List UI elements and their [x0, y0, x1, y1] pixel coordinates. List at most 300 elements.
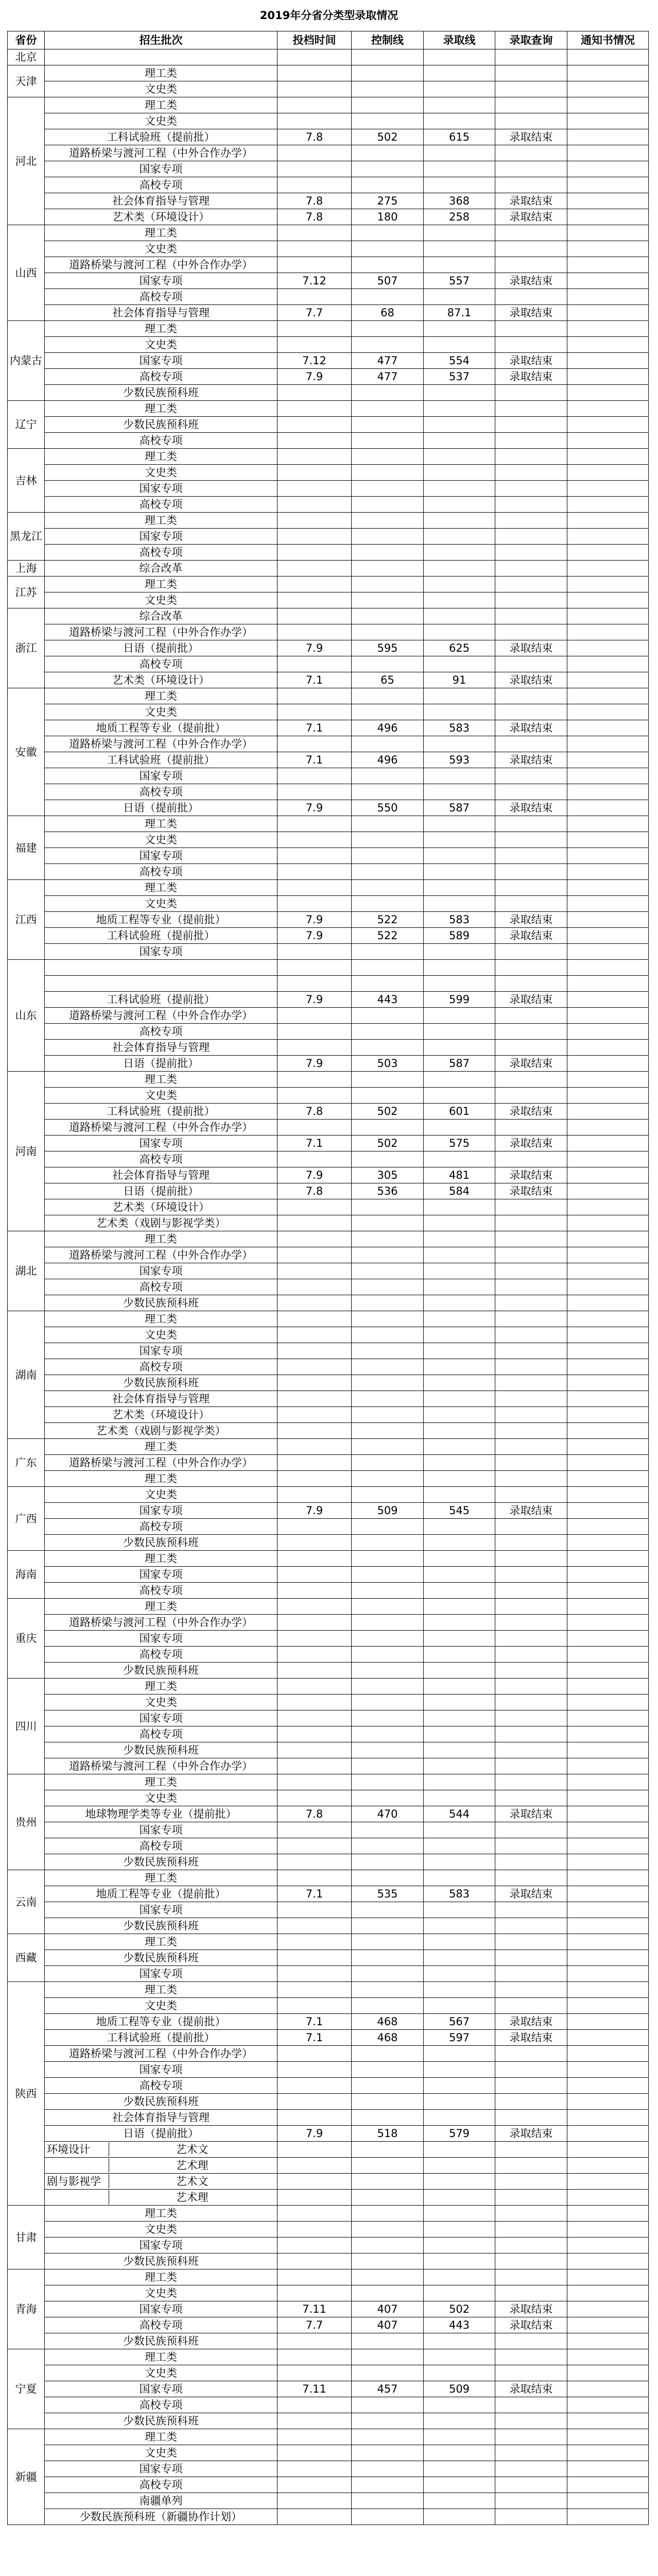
- control-cell: 522: [352, 928, 424, 944]
- query-cell: [495, 1519, 567, 1535]
- notice-cell: [567, 2493, 649, 2509]
- batch-cell: 文史类: [45, 2222, 278, 2238]
- control-cell: [352, 2062, 424, 2078]
- table-row: [8, 1247, 649, 1263]
- batch-cell: 日语（提前批）: [45, 1056, 278, 1072]
- batch-cell: 文史类: [45, 81, 278, 97]
- control-cell: 536: [352, 1183, 424, 1199]
- query-cell: [495, 624, 567, 640]
- time-cell: [278, 1950, 352, 1966]
- time-cell: [278, 1151, 352, 1167]
- time-cell: [278, 1455, 352, 1471]
- query-cell: [495, 1151, 567, 1167]
- table-row: [8, 1679, 649, 1694]
- table-row: [8, 688, 649, 704]
- notice-cell: [567, 960, 649, 976]
- table-row: [8, 2429, 649, 2445]
- notice-cell: [567, 465, 649, 481]
- notice-cell: [567, 1742, 649, 1758]
- notice-cell: [567, 257, 649, 273]
- batch-cell: 国家专项: [45, 1567, 278, 1583]
- score-cell: [424, 289, 495, 305]
- batch-cell: 高校专项: [45, 289, 278, 305]
- batch-cell: 理工类: [45, 1072, 278, 1088]
- notice-cell: [567, 1694, 649, 1710]
- score-cell: [424, 1599, 495, 1615]
- query-cell: [495, 1551, 567, 1567]
- control-cell: [352, 2222, 424, 2238]
- score-cell: 597: [424, 2030, 495, 2046]
- table-row: [8, 1439, 649, 1455]
- score-cell: 593: [424, 752, 495, 768]
- score-cell: [424, 1231, 495, 1247]
- admission-table: [7, 31, 649, 2525]
- table-row: [8, 209, 649, 225]
- batch-cell: 道路桥梁与渡河工程（中外合作办学）: [45, 2046, 278, 2062]
- query-cell: [495, 880, 567, 896]
- table-row: [8, 289, 649, 305]
- time-cell: [278, 401, 352, 417]
- table-row: [8, 321, 649, 337]
- score-cell: [424, 1966, 495, 1982]
- batch-cell: 综合改革: [45, 608, 278, 624]
- query-cell: [495, 768, 567, 784]
- query-cell: [495, 1359, 567, 1375]
- control-cell: [352, 1551, 424, 1567]
- query-cell: [495, 2158, 567, 2174]
- query-cell: [495, 688, 567, 704]
- notice-cell: [567, 800, 649, 816]
- query-cell: [495, 1072, 567, 1088]
- control-cell: [352, 1679, 424, 1694]
- notice-cell: [567, 49, 649, 65]
- control-cell: [352, 1008, 424, 1024]
- time-cell: [278, 896, 352, 912]
- batch-cell: 文史类: [45, 2365, 278, 2381]
- table-row: [8, 960, 649, 976]
- score-cell: 599: [424, 992, 495, 1008]
- notice-cell: [567, 481, 649, 497]
- control-cell: [352, 241, 424, 257]
- score-cell: [424, 1519, 495, 1535]
- score-cell: [424, 2349, 495, 2365]
- query-cell: [495, 2349, 567, 2365]
- table-row: [8, 1663, 649, 1679]
- control-cell: [352, 896, 424, 912]
- notice-cell: [567, 513, 649, 529]
- control-cell: [352, 385, 424, 401]
- batch-split: [47, 2158, 275, 2173]
- batch-cell: 国家专项: [45, 273, 278, 289]
- time-cell: [278, 1982, 352, 1998]
- table-row: [8, 2222, 649, 2238]
- notice-cell: [567, 1982, 649, 1998]
- batch-cell: 少数民族预科班: [45, 2094, 278, 2110]
- control-cell: 470: [352, 1806, 424, 1822]
- table-row: [8, 1375, 649, 1391]
- query-cell: [495, 2046, 567, 2062]
- notice-cell: [567, 1998, 649, 2014]
- time-cell: 7.8: [278, 129, 352, 145]
- table-row: [8, 1918, 649, 1934]
- table-row: [8, 1519, 649, 1535]
- batch-cell: 国家专项: [45, 481, 278, 497]
- notice-cell: [567, 1263, 649, 1279]
- control-cell: [352, 1758, 424, 1774]
- table-row: [8, 2110, 649, 2126]
- batch-cell: 少数民族预科班: [45, 385, 278, 401]
- time-cell: [278, 2078, 352, 2094]
- batch-cell: 少数民族预科班: [45, 1375, 278, 1391]
- control-cell: 550: [352, 800, 424, 816]
- query-cell: [495, 513, 567, 529]
- time-cell: 7.8: [278, 193, 352, 209]
- score-cell: 579: [424, 2126, 495, 2142]
- score-cell: [424, 1487, 495, 1503]
- time-cell: [278, 2493, 352, 2509]
- time-cell: [278, 1726, 352, 1742]
- header-query: 录取查询: [495, 31, 567, 49]
- control-cell: [352, 2285, 424, 2301]
- notice-cell: [567, 1535, 649, 1551]
- time-cell: [278, 513, 352, 529]
- batch-cell: 文史类: [45, 832, 278, 848]
- score-cell: [424, 1311, 495, 1327]
- score-cell: [424, 1567, 495, 1583]
- time-cell: [278, 289, 352, 305]
- score-cell: [424, 2413, 495, 2429]
- time-cell: 7.9: [278, 1503, 352, 1519]
- page-title: 2019年分省分类型录取情况: [259, 9, 399, 22]
- batch-cell: 工科试验班（提前批）: [45, 928, 278, 944]
- notice-cell: [567, 1136, 649, 1151]
- notice-cell: [567, 1231, 649, 1247]
- score-cell: [424, 2365, 495, 2381]
- table-row: [8, 736, 649, 752]
- query-cell: 录取结束: [495, 2126, 567, 2142]
- query-cell: 录取结束: [495, 369, 567, 385]
- batch-cell: 理工类: [45, 1679, 278, 1694]
- batch-cell: 文史类: [45, 1088, 278, 1104]
- batch-cell: 国家专项: [45, 2062, 278, 2078]
- control-cell: [352, 2333, 424, 2349]
- table-row: [8, 1391, 649, 1407]
- notice-cell: [567, 273, 649, 289]
- time-cell: [278, 257, 352, 273]
- header-notice: 通知书情况: [567, 31, 649, 49]
- table-row: [8, 2461, 649, 2477]
- notice-cell: [567, 1822, 649, 1838]
- time-cell: [278, 1247, 352, 1263]
- control-cell: 468: [352, 2030, 424, 2046]
- control-cell: [352, 161, 424, 177]
- query-cell: [495, 1966, 567, 1982]
- table-row: [8, 2014, 649, 2030]
- query-cell: [495, 321, 567, 337]
- score-cell: [424, 880, 495, 896]
- query-cell: [495, 1870, 567, 1886]
- notice-cell: [567, 976, 649, 992]
- query-cell: 录取结束: [495, 2030, 567, 2046]
- time-cell: [278, 768, 352, 784]
- query-cell: [495, 1599, 567, 1615]
- control-cell: 502: [352, 1136, 424, 1151]
- header-batch: 招生批次: [45, 31, 278, 49]
- time-cell: [278, 1024, 352, 1040]
- notice-cell: [567, 1726, 649, 1742]
- score-cell: [424, 561, 495, 577]
- batch-cell: 文史类: [45, 896, 278, 912]
- query-cell: [495, 2365, 567, 2381]
- batch-cell: 国家专项: [45, 161, 278, 177]
- table-row: [8, 1024, 649, 1040]
- table-row: [8, 2206, 649, 2222]
- notice-cell: [567, 1519, 649, 1535]
- header-province: 省份: [8, 31, 45, 49]
- table-row: [8, 241, 649, 257]
- group-label: [47, 2158, 109, 2173]
- query-cell: [495, 1295, 567, 1311]
- score-cell: [424, 624, 495, 640]
- query-cell: 录取结束: [495, 1503, 567, 1519]
- table-row: [8, 2477, 649, 2493]
- batch-cell: 理工类: [45, 1982, 278, 1998]
- table-row: [8, 2174, 649, 2190]
- score-cell: [424, 832, 495, 848]
- table-row: [8, 1231, 649, 1247]
- notice-cell: [567, 1247, 649, 1263]
- time-cell: 7.1: [278, 1136, 352, 1151]
- batch-cell: 日语（提前批）: [45, 800, 278, 816]
- table-row: [8, 848, 649, 864]
- batch-cell: 日语（提前批）: [45, 640, 278, 656]
- query-cell: [495, 608, 567, 624]
- control-cell: [352, 1375, 424, 1391]
- table-row: [8, 2078, 649, 2094]
- province-cell: 甘肃: [8, 2206, 45, 2269]
- notice-cell: [567, 880, 649, 896]
- notice-cell: [567, 1072, 649, 1088]
- control-cell: [352, 2445, 424, 2461]
- control-cell: [352, 1487, 424, 1503]
- table-row: [8, 2190, 649, 2206]
- batch-cell: 国家专项: [45, 848, 278, 864]
- table-row: [8, 1758, 649, 1774]
- time-cell: [278, 864, 352, 880]
- notice-cell: [567, 2046, 649, 2062]
- table-row: [8, 161, 649, 177]
- time-cell: [278, 1870, 352, 1886]
- table-row: [8, 1295, 649, 1311]
- table-row: [8, 401, 649, 417]
- province-cell: 吉林: [8, 449, 45, 513]
- table-row: [8, 1423, 649, 1439]
- notice-cell: [567, 2030, 649, 2046]
- table-row: [8, 1998, 649, 2014]
- batch-cell: 国家专项: [45, 1136, 278, 1151]
- batch-cell: 国家专项: [45, 1966, 278, 1982]
- notice-cell: [567, 1104, 649, 1120]
- score-cell: [424, 1215, 495, 1231]
- time-cell: [278, 2238, 352, 2253]
- notice-cell: [567, 640, 649, 656]
- score-cell: [424, 401, 495, 417]
- table-row: [8, 2269, 649, 2285]
- batch-cell: 国家专项: [45, 1503, 278, 1519]
- table-row: [8, 545, 649, 561]
- table-row: [8, 1343, 649, 1359]
- batch-cell: 工科试验班（提前批）: [45, 2030, 278, 2046]
- time-cell: 7.9: [278, 992, 352, 1008]
- time-cell: [278, 1663, 352, 1679]
- notice-cell: [567, 848, 649, 864]
- score-cell: 583: [424, 912, 495, 928]
- score-cell: [424, 1439, 495, 1455]
- table-row: [8, 529, 649, 545]
- batch-cell: [45, 2158, 278, 2174]
- table-row: [8, 880, 649, 896]
- query-cell: [495, 497, 567, 513]
- batch-cell: 理工类: [45, 225, 278, 241]
- control-cell: [352, 1407, 424, 1423]
- query-cell: [495, 241, 567, 257]
- table-row: [8, 640, 649, 656]
- control-cell: [352, 2078, 424, 2094]
- score-cell: [424, 2142, 495, 2158]
- table-row: [8, 1742, 649, 1758]
- score-cell: 509: [424, 2381, 495, 2397]
- batch-cell: 社会体育指导与管理: [45, 305, 278, 321]
- query-cell: [495, 2445, 567, 2461]
- batch-cell: 理工类: [45, 1934, 278, 1950]
- time-cell: [278, 1710, 352, 1726]
- query-cell: 录取结束: [495, 1056, 567, 1072]
- table-row: [8, 1136, 649, 1151]
- time-cell: [278, 848, 352, 864]
- table-row: [8, 177, 649, 193]
- control-cell: [352, 1120, 424, 1136]
- batch-cell: 少数民族预科班: [45, 2253, 278, 2269]
- notice-cell: [567, 2014, 649, 2030]
- time-cell: [278, 2397, 352, 2413]
- query-cell: [495, 1311, 567, 1327]
- time-cell: [278, 1966, 352, 1982]
- time-cell: 7.8: [278, 209, 352, 225]
- notice-cell: [567, 1663, 649, 1679]
- time-cell: [278, 704, 352, 720]
- table-row: [8, 2493, 649, 2509]
- control-cell: 477: [352, 369, 424, 385]
- time-cell: 7.9: [278, 928, 352, 944]
- batch-cell: [45, 2142, 278, 2158]
- control-cell: [352, 2206, 424, 2222]
- time-cell: [278, 1854, 352, 1870]
- control-cell: 502: [352, 1104, 424, 1120]
- control-cell: [352, 2493, 424, 2509]
- batch-cell: 理工类: [45, 1599, 278, 1615]
- time-cell: [278, 2477, 352, 2493]
- batch-cell: 理工类: [45, 97, 278, 113]
- batch-cell: 文史类: [45, 1998, 278, 2014]
- batch-cell: 理工类: [45, 816, 278, 832]
- notice-cell: [567, 1710, 649, 1726]
- table-row: [8, 1503, 649, 1519]
- table-row: [8, 497, 649, 513]
- batch-split: [47, 2174, 275, 2189]
- notice-cell: [567, 1838, 649, 1854]
- query-cell: [495, 1838, 567, 1854]
- notice-cell: [567, 896, 649, 912]
- table-row: [8, 864, 649, 880]
- batch-cell: 艺术类（环境设计）: [45, 209, 278, 225]
- notice-cell: [567, 832, 649, 848]
- time-cell: 7.9: [278, 2126, 352, 2142]
- notice-cell: [567, 529, 649, 545]
- time-cell: 7.1: [278, 720, 352, 736]
- table-row: [8, 816, 649, 832]
- score-cell: [424, 1343, 495, 1359]
- notice-cell: [567, 1806, 649, 1822]
- batch-cell: 理工类: [45, 321, 278, 337]
- query-cell: [495, 145, 567, 161]
- table-row: [8, 2365, 649, 2381]
- time-cell: [278, 960, 352, 976]
- time-cell: [278, 1391, 352, 1407]
- table-row: [8, 1567, 649, 1583]
- notice-cell: [567, 209, 649, 225]
- notice-cell: [567, 1503, 649, 1519]
- control-cell: [352, 257, 424, 273]
- province-cell: 四川: [8, 1679, 45, 1774]
- batch-cell: 少数民族预科班: [45, 1295, 278, 1311]
- table-row: [8, 1407, 649, 1423]
- time-cell: [278, 1934, 352, 1950]
- time-cell: [278, 1215, 352, 1231]
- batch-cell: [45, 49, 278, 65]
- control-cell: [352, 1247, 424, 1263]
- time-cell: 7.8: [278, 1104, 352, 1120]
- header-control-line: 控制线: [352, 31, 424, 49]
- control-cell: [352, 2158, 424, 2174]
- score-cell: [424, 2110, 495, 2126]
- query-cell: 录取结束: [495, 2317, 567, 2333]
- query-cell: 录取结束: [495, 2014, 567, 2030]
- table-row: [8, 1535, 649, 1551]
- score-cell: [424, 433, 495, 449]
- time-cell: [278, 1327, 352, 1343]
- province-cell: 陕西: [8, 1982, 45, 2206]
- score-cell: [424, 145, 495, 161]
- query-cell: [495, 1535, 567, 1551]
- batch-label: 艺术理: [176, 2159, 209, 2172]
- query-cell: [495, 1343, 567, 1359]
- query-cell: [495, 1439, 567, 1455]
- control-cell: [352, 704, 424, 720]
- time-cell: [278, 2142, 352, 2158]
- time-cell: [278, 2365, 352, 2381]
- control-cell: [352, 2190, 424, 2206]
- control-cell: [352, 1902, 424, 1918]
- batch-cell: 国家专项: [45, 2381, 278, 2397]
- control-cell: [352, 2461, 424, 2477]
- query-cell: [495, 2190, 567, 2206]
- control-cell: 502: [352, 129, 424, 145]
- score-cell: [424, 1024, 495, 1040]
- time-cell: [278, 545, 352, 561]
- time-cell: 7.11: [278, 2381, 352, 2397]
- province-cell: 重庆: [8, 1599, 45, 1679]
- query-cell: 录取结束: [495, 720, 567, 736]
